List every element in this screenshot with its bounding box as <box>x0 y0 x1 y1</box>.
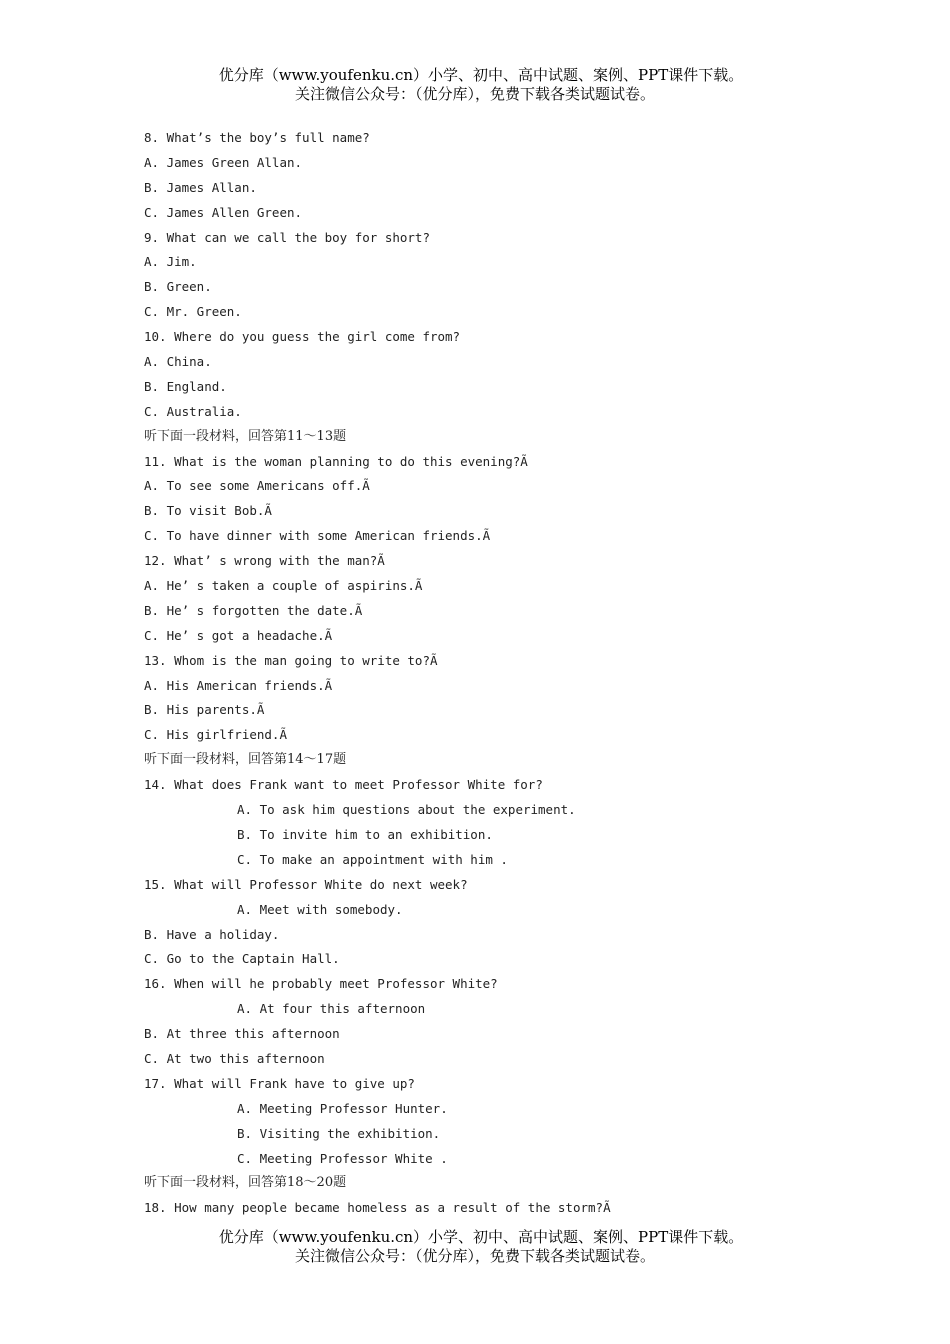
header-line-2: 关注微信公众号：（优分库），免费下载各类试题试卷。 <box>294 85 655 103</box>
question-line: 14. What does Frank want to meet Professor White for? <box>144 777 543 793</box>
page-footer <box>0 1228 950 1266</box>
answer-option: B. England. <box>144 378 227 394</box>
answer-option: C. He’ s got a headache.Ã <box>144 627 333 643</box>
answer-option: A. Meeting Professor Hunter. <box>237 1100 448 1116</box>
answer-option: A. To ask him questions about the experiment. <box>237 802 576 818</box>
question-line: 8. What’s the boy’s full name? <box>144 130 370 145</box>
answer-option: A. China. <box>144 354 212 370</box>
answer-option: C. To have dinner with some American friends.Ã <box>144 528 491 544</box>
answer-option: C. James Allen Green. <box>144 204 303 220</box>
answer-option: A. Meet with somebody. <box>237 901 403 917</box>
footer-line-1: 优分库（www.youfenku.cn）小学、初中、高中试题、案例、PPT课件下载。 <box>218 1228 744 1246</box>
section-instruction: 听下面一段材料，回答第14～17题 <box>144 752 347 768</box>
question-line: 13. Whom is the man going to write to?Ã <box>144 652 438 668</box>
section-instruction: 听下面一段材料，回答第18～20题 <box>144 1175 347 1191</box>
answer-option: A. At four this afternoon <box>237 1001 426 1017</box>
question-line: 10. Where do you guess the girl come from? <box>144 329 461 345</box>
answer-option: A. His American friends.Ã <box>144 677 333 693</box>
answer-option: B. At three this afternoon <box>144 1026 340 1042</box>
answer-option: B. To visit Bob.Ã <box>144 503 272 519</box>
answer-option: A. To see some Americans off.Ã <box>144 478 370 494</box>
answer-option: C. Go to the Captain Hall. <box>144 951 340 967</box>
answer-option: C. Australia. <box>144 403 242 419</box>
answer-option: C. Mr. Green. <box>144 304 242 320</box>
question-line: 16. When will he probably meet Professor White? <box>144 976 498 992</box>
question-line: 17. What will Frank have to give up? <box>144 1075 415 1091</box>
answer-option: A. James Green Allan. <box>144 154 303 170</box>
page-header <box>0 66 950 104</box>
answer-option: B. To invite him to an exhibition. <box>237 826 493 842</box>
question-line: 18. How many people became homeless as a result of the storm?Ã <box>144 1200 611 1216</box>
answer-option: C. To make an appointment with him . <box>237 851 508 867</box>
answer-option: B. He’ s forgotten the date.Ã <box>144 602 363 618</box>
answer-option: C. At two this afternoon <box>144 1050 325 1066</box>
answer-option: B. His parents.Ã <box>144 702 265 718</box>
answer-option: B. Visiting the exhibition. <box>237 1125 441 1141</box>
answer-option: B. Green. <box>144 279 212 295</box>
answer-option: A. He’ s taken a couple of aspirins.Ã <box>144 578 423 594</box>
answer-option: C. Meeting Professor White . <box>237 1150 448 1166</box>
footer-line-2: 关注微信公众号：（优分库），免费下载各类试题试卷。 <box>294 1247 655 1265</box>
answer-option: C. His girlfriend.Ã <box>144 727 287 743</box>
section-instruction: 听下面一段材料，回答第11～13题 <box>144 428 347 444</box>
answer-option: B. James Allan. <box>144 179 257 195</box>
document-body <box>144 126 924 1221</box>
answer-option: B. Have a holiday. <box>144 926 280 942</box>
answer-option: A. Jim. <box>144 254 197 270</box>
question-line: 11. What is the woman planning to do this evening?Ã <box>144 453 528 469</box>
question-line: 15. What will Professor White do next week? <box>144 876 468 892</box>
question-line: 9. What can we call the boy for short? <box>144 229 430 245</box>
header-line-1: 优分库（www.youfenku.cn）小学、初中、高中试题、案例、PPT课件下载。 <box>218 66 744 84</box>
question-line: 12. What’ s wrong with the man?Ã <box>144 553 385 569</box>
